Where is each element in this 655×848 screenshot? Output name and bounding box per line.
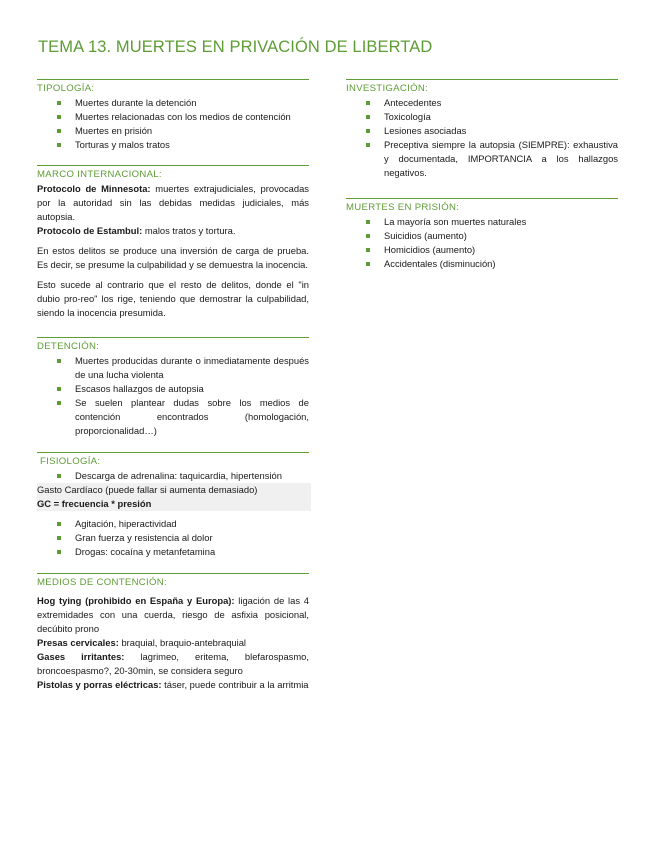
- list-item: Se suelen plantear dudas sobre los medios de contención encontrados (homologación, proporcionalidad…): [57, 396, 309, 438]
- list-item: Drogas: cocaína y metanfetamina: [57, 545, 309, 559]
- list-item: Muertes relacionadas con los medios de contención: [57, 110, 309, 124]
- list-item: Homicidios (aumento): [366, 243, 618, 257]
- section-investigacion: [346, 79, 618, 180]
- list-item: Agitación, hiperactividad: [57, 517, 309, 531]
- paragraph: [37, 594, 309, 636]
- bullet-list: [346, 96, 618, 180]
- bullet-list: [37, 354, 309, 438]
- section-heading: DETENCIÓN:: [37, 341, 100, 352]
- list-item: Torturas y malos tratos: [57, 138, 309, 152]
- section-fisiologia: [37, 452, 309, 559]
- paragraph: [37, 224, 309, 238]
- page-title: TEMA 13. MUERTES EN PRIVACIÓN DE LIBERTAD: [38, 38, 433, 56]
- left-column: [37, 79, 309, 692]
- list-item: Muertes durante la detención: [57, 96, 309, 110]
- section-heading: TIPOLOGÍA:: [37, 83, 95, 94]
- term: Gases irritantes:: [37, 651, 125, 662]
- paragraph: Gasto Cardíaco (puede fallar si aumenta demasiado): [37, 484, 258, 495]
- list-item: Lesiones asociadas: [366, 124, 618, 138]
- section-heading: INVESTIGACIÓN:: [346, 83, 429, 94]
- section-heading: MARCO INTERNACIONAL:: [37, 169, 162, 180]
- bullet-list: [37, 469, 309, 483]
- term: Pistolas y porras eléctricas:: [37, 679, 162, 690]
- section-marco-internacional: [37, 165, 309, 320]
- list-item: Muertes producidas durante o inmediatamente después de una lucha violenta: [57, 354, 309, 382]
- definition: malos tratos y tortura.: [142, 225, 236, 236]
- definition: táser, puede contribuir a la arritmia: [161, 679, 309, 690]
- section-heading: FISIOLOGÍA:: [40, 456, 101, 467]
- section-heading: MEDIOS DE CONTENCIÓN:: [37, 577, 167, 588]
- shaded-block: [37, 483, 311, 511]
- definition: braquial, braquio-antebraquial: [118, 637, 247, 648]
- section-muertes-prision: [346, 198, 618, 271]
- section-medios-contencion: [37, 573, 309, 692]
- paragraph: Esto sucede al contrario que el resto de delitos, donde el "in dubio pro-reo" los rige, teniendo que demostrar la culpabilidad, siendo la inocencia presumida.: [37, 279, 309, 318]
- paragraph: [37, 650, 309, 678]
- term: Hog tying (prohibido en España y Europa):: [37, 595, 235, 606]
- list-item: Preceptiva siempre la autopsia (SIEMPRE): exhaustiva y documentada, IMPORTANCIA a los hallazgos negativos.: [366, 138, 618, 180]
- section-tipologia: [37, 79, 309, 152]
- paragraph: [37, 182, 309, 224]
- list-item: La mayoría son muertes naturales: [366, 215, 618, 229]
- list-item: Muertes en prisión: [57, 124, 309, 138]
- definition: muertes extrajudiciales, provocadas por la autoridad sin las debidas medidas judiciales, más autopsia.: [37, 183, 309, 222]
- list-item: Accidentales (disminución): [366, 257, 618, 271]
- list-item: Antecedentes: [366, 96, 618, 110]
- section-detencion: [37, 337, 309, 438]
- formula: GC = frecuencia * presión: [37, 498, 152, 509]
- list-item: Suicidios (aumento): [366, 229, 618, 243]
- paragraph: [37, 636, 309, 650]
- paragraph: En estos delitos se produce una inversión de carga de prueba. Es decir, se presume la culpabilidad y se demuestra la inocencia.: [37, 245, 309, 270]
- list-item: Descarga de adrenalina: taquicardia, hipertensión: [57, 469, 309, 483]
- section-heading: MUERTES EN PRISIÓN:: [346, 202, 460, 213]
- term: Protocolo de Minnesota:: [37, 183, 151, 194]
- definition: lagrimeo, eritema, blefarospasmo, broncoespasmo?, 20-30min, se considera seguro: [37, 651, 309, 676]
- term: Protocolo de Estambul:: [37, 225, 143, 236]
- list-item: Escasos hallazgos de autopsia: [57, 382, 309, 396]
- bullet-list: [346, 215, 618, 271]
- term: Presas cervicales:: [37, 637, 119, 648]
- paragraph: [37, 678, 309, 692]
- bullet-list: [37, 517, 309, 559]
- definition: ligación de las 4 extremidades con una cuerda, riesgo de asfixia posicional, decúbito prono: [37, 595, 309, 634]
- right-column: [346, 79, 618, 271]
- list-item: Toxicología: [366, 110, 618, 124]
- bullet-list: [37, 96, 309, 152]
- list-item: Gran fuerza y resistencia al dolor: [57, 531, 309, 545]
